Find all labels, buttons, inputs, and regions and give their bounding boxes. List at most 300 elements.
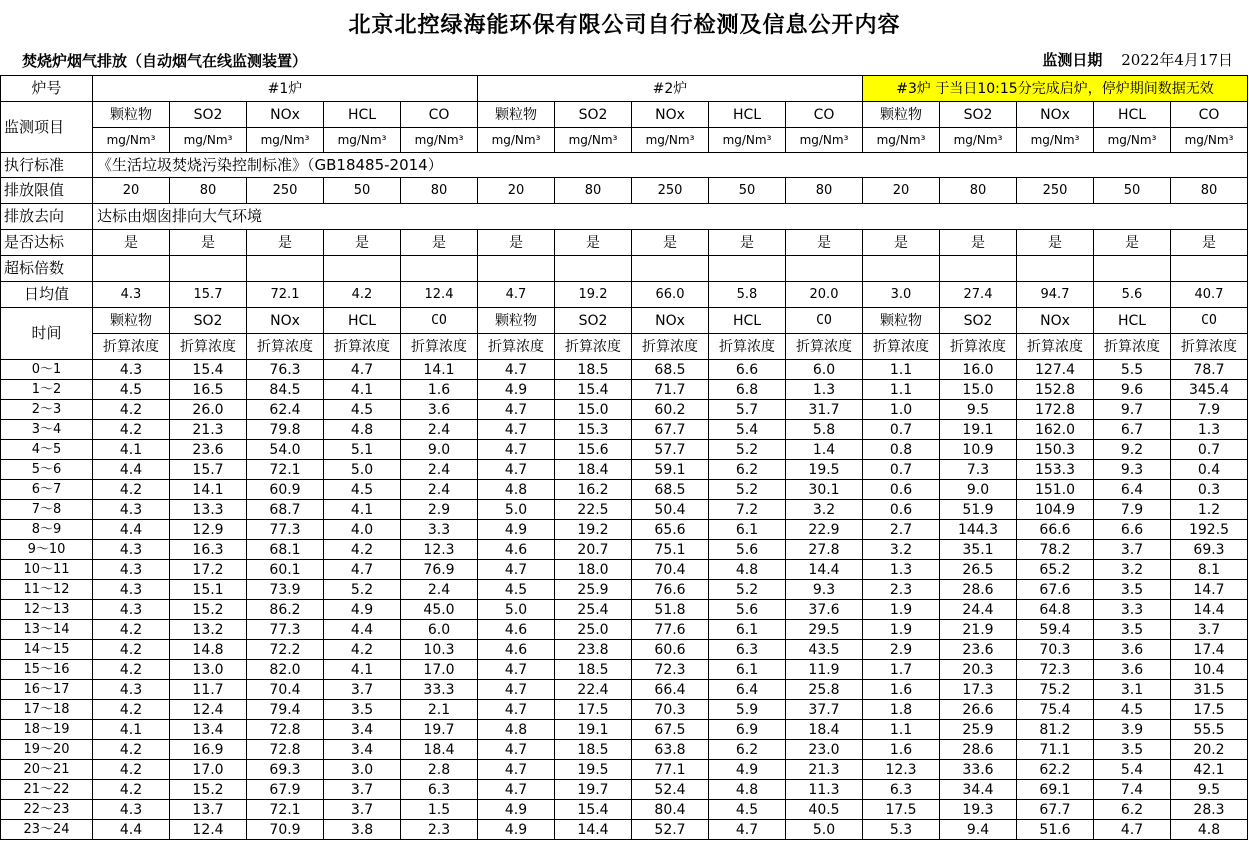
hour-value: 4.2 <box>93 660 170 680</box>
compliance-value: 是 <box>324 230 401 256</box>
hour-value: 4.2 <box>93 700 170 720</box>
hour-value: 5.0 <box>478 500 555 520</box>
hour-value: 9.2 <box>1094 440 1171 460</box>
hour-value: 4.7 <box>478 560 555 580</box>
hour-value: 19.1 <box>940 420 1017 440</box>
hourly-pollutant-name: HCL <box>324 308 401 334</box>
hour-value: 4.7 <box>709 820 786 840</box>
daily-avg-value: 20.0 <box>786 282 863 308</box>
hour-label: 0～1 <box>1 360 93 380</box>
hour-value: 4.7 <box>1094 820 1171 840</box>
compliance-value: 是 <box>940 230 1017 256</box>
hour-value: 4.1 <box>93 720 170 740</box>
hour-value: 21.3 <box>786 760 863 780</box>
hour-value: 15.4 <box>555 800 632 820</box>
hour-value: 18.5 <box>555 660 632 680</box>
limit-value: 20 <box>863 178 940 204</box>
hour-value: 4.2 <box>93 740 170 760</box>
hour-value: 15.4 <box>555 380 632 400</box>
hour-value: 52.7 <box>632 820 709 840</box>
hour-value: 17.5 <box>863 800 940 820</box>
hour-value: 3.4 <box>324 720 401 740</box>
unit-cell: mg/Nm³ <box>1017 128 1094 153</box>
furnace-row-label: 炉号 <box>1 76 93 102</box>
hour-value: 20.3 <box>940 660 1017 680</box>
daily-avg-value: 66.0 <box>632 282 709 308</box>
hour-value: 1.1 <box>863 720 940 740</box>
daily-avg-value: 15.7 <box>170 282 247 308</box>
daily-avg-value: 27.4 <box>940 282 1017 308</box>
hour-value: 9.0 <box>940 480 1017 500</box>
hour-value: 14.1 <box>170 480 247 500</box>
hour-value: 5.2 <box>709 480 786 500</box>
furnace3-notice: #3炉 于当日10:15分完成启炉，停炉期间数据无效 <box>863 76 1248 102</box>
hour-value: 5.0 <box>786 820 863 840</box>
hour-value: 1.9 <box>863 600 940 620</box>
compliance-value: 是 <box>93 230 170 256</box>
hour-value: 5.9 <box>709 700 786 720</box>
hour-value: 3.7 <box>324 800 401 820</box>
hour-value: 2.4 <box>401 480 478 500</box>
exceed-value <box>1094 256 1171 282</box>
pollutant-name: NOx <box>1017 102 1094 128</box>
converted-label: 折算浓度 <box>478 334 555 360</box>
hour-value: 14.4 <box>555 820 632 840</box>
hour-value: 14.4 <box>1171 600 1248 620</box>
hour-value: 2.1 <box>401 700 478 720</box>
unit-cell: mg/Nm³ <box>1094 128 1171 153</box>
hour-value: 7.4 <box>1094 780 1171 800</box>
hour-value: 70.3 <box>1017 640 1094 660</box>
unit-cell: mg/Nm³ <box>709 128 786 153</box>
hour-label: 18～19 <box>1 720 93 740</box>
hour-value: 5.6 <box>709 600 786 620</box>
hour-label: 6～7 <box>1 480 93 500</box>
hour-value: 16.0 <box>940 360 1017 380</box>
hour-value: 3.5 <box>1094 580 1171 600</box>
exceed-value <box>786 256 863 282</box>
hour-value: 4.1 <box>93 440 170 460</box>
hour-value: 4.8 <box>709 780 786 800</box>
hour-value: 3.7 <box>324 680 401 700</box>
hour-label: 19～20 <box>1 740 93 760</box>
hour-value: 3.7 <box>324 780 401 800</box>
hour-row <box>1 400 1248 420</box>
hour-label: 4～5 <box>1 440 93 460</box>
exceed-label: 超标倍数 <box>1 256 93 282</box>
standard-value: 《生活垃圾焚烧污染控制标准》（GB18485-2014） <box>93 153 1248 178</box>
hour-value: 9.4 <box>940 820 1017 840</box>
hour-row <box>1 700 1248 720</box>
hour-value: 6.2 <box>709 740 786 760</box>
hour-value: 9.5 <box>940 400 1017 420</box>
standard-row <box>1 153 1248 178</box>
furnace-row <box>1 76 1248 102</box>
hour-value: 1.3 <box>1171 420 1248 440</box>
compliance-value: 是 <box>555 230 632 256</box>
hourly-pollutant-name: CO <box>1171 308 1248 334</box>
hour-value: 4.6 <box>478 540 555 560</box>
hour-value: 15.2 <box>170 600 247 620</box>
hour-value: 1.7 <box>863 660 940 680</box>
hour-value: 6.2 <box>1094 800 1171 820</box>
hour-value: 4.4 <box>93 460 170 480</box>
hour-value: 28.6 <box>940 740 1017 760</box>
hour-value: 9.0 <box>401 440 478 460</box>
hour-value: 3.8 <box>324 820 401 840</box>
hour-value: 3.0 <box>324 760 401 780</box>
hour-value: 81.2 <box>1017 720 1094 740</box>
hour-value: 6.4 <box>1094 480 1171 500</box>
hour-row <box>1 680 1248 700</box>
converted-label: 折算浓度 <box>1171 334 1248 360</box>
hour-value: 4.9 <box>478 820 555 840</box>
hour-value: 4.8 <box>478 480 555 500</box>
daily-avg-value: 4.2 <box>324 282 401 308</box>
hour-value: 76.9 <box>401 560 478 580</box>
converted-label: 折算浓度 <box>401 334 478 360</box>
hour-value: 6.2 <box>709 460 786 480</box>
hour-value: 30.1 <box>786 480 863 500</box>
limit-label: 排放限值 <box>1 178 93 204</box>
hour-value: 72.1 <box>247 800 324 820</box>
hour-value: 4.3 <box>93 500 170 520</box>
hour-value: 151.0 <box>1017 480 1094 500</box>
hour-value: 10.3 <box>401 640 478 660</box>
pollutant-name: SO2 <box>555 102 632 128</box>
hour-value: 4.5 <box>1094 700 1171 720</box>
hour-value: 12.3 <box>401 540 478 560</box>
hour-value: 4.5 <box>324 400 401 420</box>
hour-value: 150.3 <box>1017 440 1094 460</box>
hour-value: 78.2 <box>1017 540 1094 560</box>
unit-cell: mg/Nm³ <box>555 128 632 153</box>
hour-value: 2.4 <box>401 420 478 440</box>
hour-value: 19.1 <box>555 720 632 740</box>
hour-value: 79.8 <box>247 420 324 440</box>
hour-value: 7.3 <box>940 460 1017 480</box>
hour-value: 25.8 <box>786 680 863 700</box>
converted-label: 折算浓度 <box>940 334 1017 360</box>
compliance-value: 是 <box>1171 230 1248 256</box>
hour-value: 3.7 <box>1171 620 1248 640</box>
hour-value: 4.3 <box>93 560 170 580</box>
hour-value: 67.7 <box>632 420 709 440</box>
hour-value: 18.4 <box>555 460 632 480</box>
hour-value: 72.2 <box>247 640 324 660</box>
hour-value: 17.3 <box>940 680 1017 700</box>
exceed-value <box>247 256 324 282</box>
hour-value: 4.2 <box>324 640 401 660</box>
hour-value: 3.2 <box>786 500 863 520</box>
hour-value: 67.9 <box>247 780 324 800</box>
hour-label: 10～11 <box>1 560 93 580</box>
hour-value: 16.9 <box>170 740 247 760</box>
hour-value: 28.6 <box>940 580 1017 600</box>
hour-value: 15.2 <box>170 780 247 800</box>
hour-value: 9.5 <box>1171 780 1248 800</box>
hour-value: 66.4 <box>632 680 709 700</box>
hour-value: 6.1 <box>709 660 786 680</box>
pollutant-name: CO <box>1171 102 1248 128</box>
hour-value: 33.3 <box>401 680 478 700</box>
hour-value: 0.6 <box>863 480 940 500</box>
hour-value: 60.2 <box>632 400 709 420</box>
hour-label: 5～6 <box>1 460 93 480</box>
compliance-value: 是 <box>632 230 709 256</box>
hour-value: 25.0 <box>555 620 632 640</box>
exceed-value <box>93 256 170 282</box>
hour-value: 9.7 <box>1094 400 1171 420</box>
hour-value: 5.8 <box>786 420 863 440</box>
hour-value: 4.6 <box>478 640 555 660</box>
hour-value: 72.3 <box>1017 660 1094 680</box>
limit-value: 20 <box>93 178 170 204</box>
direction-row <box>1 204 1248 230</box>
hour-label: 16～17 <box>1 680 93 700</box>
limit-value: 50 <box>709 178 786 204</box>
hour-row <box>1 380 1248 400</box>
hour-label: 17～18 <box>1 700 93 720</box>
hour-value: 69.3 <box>1171 540 1248 560</box>
hour-value: 59.1 <box>632 460 709 480</box>
hour-value: 65.6 <box>632 520 709 540</box>
hourly-pollutant-name: SO2 <box>940 308 1017 334</box>
hour-value: 35.1 <box>940 540 1017 560</box>
hour-value: 18.5 <box>555 360 632 380</box>
converted-label: 折算浓度 <box>786 334 863 360</box>
hour-value: 4.7 <box>478 660 555 680</box>
hour-value: 3.1 <box>1094 680 1171 700</box>
pollutant-name: 颗粒物 <box>478 102 555 128</box>
hour-value: 4.4 <box>93 820 170 840</box>
hour-value: 6.6 <box>1094 520 1171 540</box>
hour-value: 84.5 <box>247 380 324 400</box>
hour-value: 4.1 <box>324 500 401 520</box>
hour-value: 60.6 <box>632 640 709 660</box>
hour-value: 71.1 <box>1017 740 1094 760</box>
hour-value: 7.9 <box>1171 400 1248 420</box>
hour-value: 6.6 <box>709 360 786 380</box>
hour-value: 4.3 <box>93 680 170 700</box>
hour-value: 4.5 <box>478 580 555 600</box>
hour-value: 19.3 <box>940 800 1017 820</box>
hour-value: 22.4 <box>555 680 632 700</box>
limit-value: 80 <box>940 178 1017 204</box>
limit-row <box>1 178 1248 204</box>
limit-value: 250 <box>632 178 709 204</box>
hour-row <box>1 600 1248 620</box>
hour-value: 5.4 <box>1094 760 1171 780</box>
pollutant-name: SO2 <box>170 102 247 128</box>
pollutant-name: NOx <box>632 102 709 128</box>
hour-value: 3.4 <box>324 740 401 760</box>
hour-value: 4.9 <box>709 760 786 780</box>
hour-value: 27.8 <box>786 540 863 560</box>
limit-value: 50 <box>1094 178 1171 204</box>
hour-label: 13～14 <box>1 620 93 640</box>
hour-value: 3.6 <box>1094 640 1171 660</box>
hour-value: 1.6 <box>401 380 478 400</box>
hour-value: 12.3 <box>863 760 940 780</box>
hourly-pollutant-name: 颗粒物 <box>93 308 170 334</box>
hour-value: 4.3 <box>93 600 170 620</box>
hour-value: 4.7 <box>478 780 555 800</box>
hour-value: 37.7 <box>786 700 863 720</box>
hourly-pollutant-name: CO <box>786 308 863 334</box>
hour-value: 11.9 <box>786 660 863 680</box>
hour-value: 3.5 <box>1094 740 1171 760</box>
hour-value: 54.0 <box>247 440 324 460</box>
hour-value: 5.7 <box>709 400 786 420</box>
compliance-value: 是 <box>170 230 247 256</box>
hour-value: 4.9 <box>478 380 555 400</box>
hour-value: 6.4 <box>709 680 786 700</box>
exceed-value <box>863 256 940 282</box>
hour-value: 10.4 <box>1171 660 1248 680</box>
hour-value: 5.2 <box>324 580 401 600</box>
hour-value: 60.9 <box>247 480 324 500</box>
exceed-value <box>478 256 555 282</box>
hour-value: 4.2 <box>324 540 401 560</box>
hour-value: 4.7 <box>324 560 401 580</box>
hour-row <box>1 640 1248 660</box>
daily-avg-value: 72.1 <box>247 282 324 308</box>
hour-value: 6.3 <box>709 640 786 660</box>
hour-value: 18.0 <box>555 560 632 580</box>
hour-value: 4.6 <box>478 620 555 640</box>
hour-value: 4.7 <box>478 440 555 460</box>
hour-value: 2.8 <box>401 760 478 780</box>
hour-value: 28.3 <box>1171 800 1248 820</box>
hour-value: 0.3 <box>1171 480 1248 500</box>
hour-value: 9.3 <box>786 580 863 600</box>
hour-value: 23.6 <box>170 440 247 460</box>
hour-label: 3～4 <box>1 420 93 440</box>
hour-row <box>1 420 1248 440</box>
hour-value: 21.3 <box>170 420 247 440</box>
limit-value: 80 <box>786 178 863 204</box>
hour-value: 23.8 <box>555 640 632 660</box>
hour-value: 1.1 <box>863 380 940 400</box>
exceed-value <box>555 256 632 282</box>
hourly-pollutant-name: HCL <box>709 308 786 334</box>
hour-value: 162.0 <box>1017 420 1094 440</box>
hour-row <box>1 720 1248 740</box>
hour-value: 9.6 <box>1094 380 1171 400</box>
hour-value: 9.3 <box>1094 460 1171 480</box>
converted-label: 折算浓度 <box>555 334 632 360</box>
hour-value: 75.2 <box>1017 680 1094 700</box>
hour-value: 40.5 <box>786 800 863 820</box>
hour-value: 6.9 <box>709 720 786 740</box>
hour-value: 3.2 <box>1094 560 1171 580</box>
limit-value: 80 <box>1171 178 1248 204</box>
hour-value: 8.1 <box>1171 560 1248 580</box>
hour-value: 4.2 <box>93 640 170 660</box>
hour-value: 15.0 <box>940 380 1017 400</box>
hour-value: 75.4 <box>1017 700 1094 720</box>
hour-value: 67.6 <box>1017 580 1094 600</box>
hour-value: 45.0 <box>401 600 478 620</box>
hourly-pollutant-name: 颗粒物 <box>863 308 940 334</box>
hour-label: 15～16 <box>1 660 93 680</box>
hour-value: 0.6 <box>863 500 940 520</box>
hour-value: 52.4 <box>632 780 709 800</box>
hour-label: 2～3 <box>1 400 93 420</box>
hour-value: 2.3 <box>401 820 478 840</box>
hour-value: 72.8 <box>247 720 324 740</box>
hour-value: 2.9 <box>401 500 478 520</box>
hour-value: 20.2 <box>1171 740 1248 760</box>
hour-value: 31.7 <box>786 400 863 420</box>
hour-value: 70.9 <box>247 820 324 840</box>
hour-value: 4.7 <box>478 740 555 760</box>
hour-value: 72.1 <box>247 460 324 480</box>
hour-value: 4.2 <box>93 420 170 440</box>
hour-value: 3.3 <box>401 520 478 540</box>
compliance-value: 是 <box>863 230 940 256</box>
hour-value: 24.4 <box>940 600 1017 620</box>
hour-value: 104.9 <box>1017 500 1094 520</box>
converted-label-row <box>1 334 1248 360</box>
converted-label: 折算浓度 <box>170 334 247 360</box>
unit-cell: mg/Nm³ <box>247 128 324 153</box>
hour-value: 144.3 <box>940 520 1017 540</box>
hour-value: 15.0 <box>555 400 632 420</box>
hour-value: 2.3 <box>863 580 940 600</box>
unit-cell: mg/Nm³ <box>786 128 863 153</box>
hour-value: 4.7 <box>478 400 555 420</box>
hour-value: 4.2 <box>93 760 170 780</box>
hour-value: 1.6 <box>863 740 940 760</box>
hour-value: 67.5 <box>632 720 709 740</box>
date-label: 监测日期 <box>1042 51 1103 69</box>
hour-value: 67.7 <box>1017 800 1094 820</box>
hour-row <box>1 820 1248 840</box>
daily-avg-value: 94.7 <box>1017 282 1094 308</box>
hour-value: 4.2 <box>93 480 170 500</box>
exceed-value <box>324 256 401 282</box>
limit-value: 80 <box>555 178 632 204</box>
hour-value: 68.1 <box>247 540 324 560</box>
hour-value: 127.4 <box>1017 360 1094 380</box>
hour-value: 72.3 <box>632 660 709 680</box>
hour-value: 51.9 <box>940 500 1017 520</box>
daily-avg-value: 5.6 <box>1094 282 1171 308</box>
hourly-pollutant-name: NOx <box>632 308 709 334</box>
hour-value: 4.9 <box>324 600 401 620</box>
hour-value: 34.4 <box>940 780 1017 800</box>
hour-value: 4.1 <box>324 660 401 680</box>
hour-value: 6.0 <box>401 620 478 640</box>
hour-value: 6.0 <box>786 360 863 380</box>
hour-value: 2.9 <box>863 640 940 660</box>
hour-value: 15.6 <box>555 440 632 460</box>
hour-row <box>1 800 1248 820</box>
hour-value: 13.3 <box>170 500 247 520</box>
hour-value: 18.4 <box>401 740 478 760</box>
hour-value: 50.4 <box>632 500 709 520</box>
pollutant-name: NOx <box>247 102 324 128</box>
monitoring-date <box>1042 49 1233 70</box>
hour-value: 0.7 <box>863 420 940 440</box>
hour-value: 1.8 <box>863 700 940 720</box>
hour-row <box>1 760 1248 780</box>
hour-value: 19.7 <box>401 720 478 740</box>
hour-value: 20.7 <box>555 540 632 560</box>
hour-value: 70.4 <box>247 680 324 700</box>
